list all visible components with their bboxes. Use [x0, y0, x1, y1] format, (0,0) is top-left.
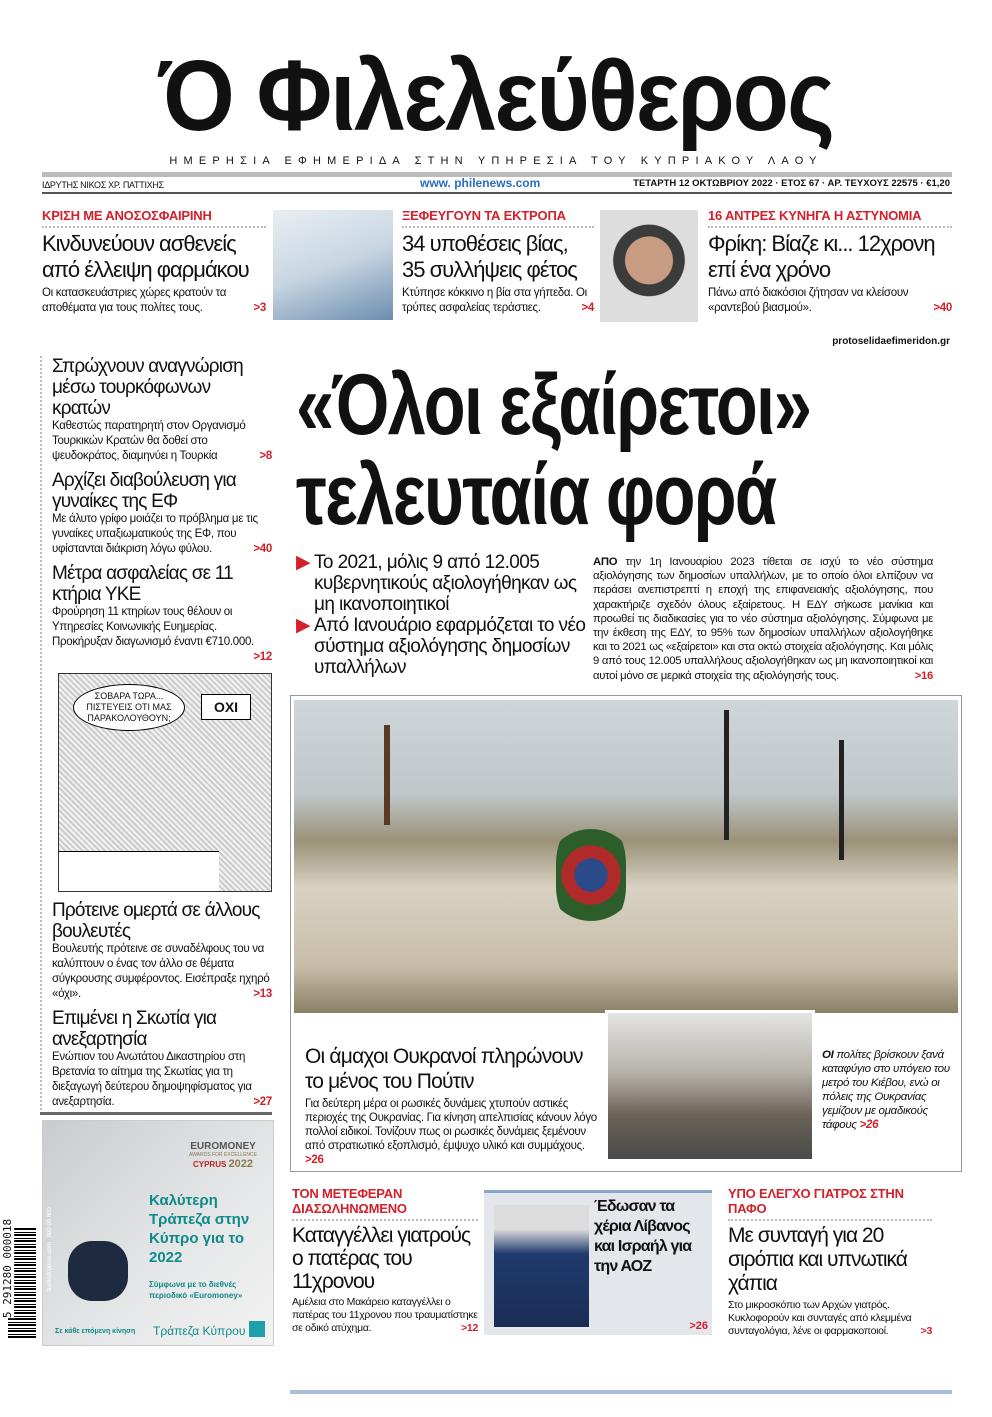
- kicker: ΥΠΟ ΕΛΕΓΧΟ ΓΙΑΤΡΟΣ ΣΤΗΝ ΠΑΦΟ: [728, 1186, 932, 1221]
- bullet: ▶ Από Ιανουάριο εφαρμόζεται το νέο σύστημα αξιολόγησης δημοσίων υπαλλήλων: [296, 615, 586, 678]
- bank-logo-icon: [249, 1321, 265, 1337]
- ad-headline: Καλύτερη Τράπεζα στην Κύπρο για το 2022: [149, 1192, 250, 1266]
- man-figure: [68, 1241, 128, 1301]
- bullet: ▶ Το 2021, μόλις 9 από 12.005 κυβερνητικούς αξιολογήθηκαν ως μη ικανοποιητικοί: [296, 552, 577, 615]
- story-text: Αμέλεια στο Μακάρειο καταγγέλλει ο πατέρας του 11χρονου που τραυματίστηκε σε οδικό ατύχημα. >12: [292, 1296, 478, 1334]
- award-badge: EUROMONEY AWARDS FOR EXCELLENCE CYPRUS 2022: [189, 1141, 257, 1170]
- speech-bubble: ΣΟΒΑΡΑ ΤΩΡΑ... ΠΙΣΤΕΥΕΙΣ ΟΤΙ ΜΑΣ ΠΑΡΑΚΟΛΟΥΘΟΥΝ;: [73, 684, 185, 731]
- photo-caption: ΟΙ πολίτες βρίσκουν ξανά καταφύγιο στο υπόγειο του μετρό του Κιέβου, ενώ οι πόλεις της Ουκρανίας γεμίζουν με ομαδικούς τάφους >26: [822, 1049, 950, 1131]
- bed: [59, 851, 219, 891]
- story-title: Μέτρα ασφαλείας σε 11 κτήρια ΥΚΕ: [52, 563, 233, 605]
- kicker: ΞΕΦΕΥΓΟΥΝ ΤΑ ΕΚΤΡΟΠΑ: [402, 208, 594, 228]
- ad-slogan: Σε κάθε επόμενη κίνηση: [55, 1328, 136, 1335]
- story-title: Επιμένει η Σκωτία για ανεξαρτησία: [52, 1008, 217, 1050]
- left-story[interactable]: [52, 900, 272, 1002]
- top-teaser[interactable]: [708, 208, 952, 316]
- bottom-story[interactable]: [728, 1186, 932, 1338]
- ukraine-story[interactable]: [305, 1044, 599, 1167]
- scientist-photo: [273, 210, 393, 320]
- story-title: Αρχίζει διαβούλευση για γυναίκες της ΕΦ: [52, 470, 236, 512]
- left-story[interactable]: [52, 1008, 272, 1110]
- graves-photo: [294, 700, 958, 1013]
- story-title: Καταγγέλλει γιατρούς ο πατέρας του 11χρονου: [292, 1224, 471, 1293]
- lead-headline-line2: τελευταία φορά: [296, 447, 776, 543]
- issue-info: ΤΕΤΑΡΤΗ 12 ΟΚΤΩΒΡΙΟΥ 2022 · ΕΤΟΣ 67 · ΑΡ. ΤΕΥΧΟΥΣ 22575 · €1,20: [633, 178, 950, 189]
- story-text: Φρούρηση 11 κτηρίων τους θέλουν οι Υπηρεσίες Κοινωνικής Ευημερίας. Προκήρυξαν διαγωνισμό έναντι €710.000. >12: [52, 606, 272, 663]
- founder: ΙΔΡΥΤΗΣ ΝΙΚΟΣ ΧΡ. ΠΑΤΤΙΧΗΣ: [42, 180, 164, 190]
- divider: [42, 192, 952, 194]
- left-story[interactable]: [52, 563, 272, 665]
- teaser-text: Πάνω από διακόσιοι ζήτησαν να κλείσουν «ραντεβού βιασμού». >40: [708, 287, 952, 314]
- story-title: Πρότεινε ομερτά σε άλλους βουλευτές: [52, 900, 260, 942]
- teaser-text: Οι κατασκευάστριες χώρες κρατούν τα αποθέματα για τους πολίτες τους. >3: [42, 287, 266, 314]
- story-title: Οι άμαχοι Ουκρανοί πληρώνουν το μένος του Πούτιν: [305, 1045, 583, 1093]
- bank-ad[interactable]: [42, 1120, 274, 1346]
- lebanon-box[interactable]: [484, 1190, 712, 1335]
- page-ref: >3: [253, 302, 266, 314]
- page-ref: >26: [689, 1320, 708, 1332]
- story-text: Ενώπιον του Ανωτάτου Δικαστηρίου στη Βρετανία το αίτημα της Σκωτίας για τη διεξαγωγή δεύτερου δημοψηφίσματος για ανεξαρτησία. >27: [52, 1051, 272, 1108]
- cartoon: [58, 673, 272, 892]
- left-story[interactable]: [52, 470, 272, 557]
- kicker: ΤΟΝ ΜΕΤΕΦΕΡΑΝ ΔΙΑΣΩΛΗΝΩΜΕΝΟ: [292, 1186, 478, 1221]
- story-title: Έδωσαν τα χέρια Λίβανος και Ισραήλ για την ΑΟΖ: [594, 1198, 692, 1275]
- masthead-title: Ό Φιλελεύθερος: [158, 40, 834, 152]
- masthead-tagline: ΗΜΕΡΗΣΙΑ ΕΦΗΜΕΡΙΔΑ ΣΤΗΝ ΥΠΗΡΕΣΙΑ ΤΟΥ ΚΥΠΡΙΑΚΟΥ ΛΑΟΥ: [169, 155, 823, 167]
- lead-body: ΑΠΟ την 1η Ιανουαρίου 2023 τίθεται σε ισχύ το νέο σύστημα αξιολόγησης των δημοσίων υπαλλήλων, με το οποίο όλοι ελπίζουν να περάσει ανεπιστρεπτί η εποχή της επιφανειακής αξιολόγησης, που χαρακτήριζε σχεδόν όλους εξαίρετους. Η ΕΔΥ σήκωσε μανίκια και προωθεί τις διαδικασίες για το νέο σύστημα αξιολόγησης. Σύμφωνα με την έκθεση της ΕΔΥ, το 95% των δημοσίων υπαλλήλων αξιολογήθηκε και το 2021 ως «εξαίρετοι» και στα οκτώ στοιχεία αξιολόγησης. Και μόλις 9 από τους 12.005 υπαλλήλους αξιολογήθηκαν ως μη ικανοποιητικοί και αυτοί μόνο σε μερικά στοιχεία της αξιολόγησής τους. >16: [593, 556, 933, 682]
- kicker: 16 ΑΝΤΡΕΣ ΚΥΝΗΓΑ Η ΑΣΤΥΝΟΜΙΑ: [708, 208, 952, 228]
- lebanon-photo: [494, 1205, 589, 1327]
- ad-subtitle: Σύμφωνα με το διεθνές περιοδικό «Euromoney»: [149, 1280, 243, 1300]
- story-text: Βουλευτής πρότεινε σε συναδέλφους του να καλύπτουν ο ένας τον άλλο σε θέματα σύγκρουσης συμφέροντος. Εισέπραξε ηχηρό «όχι». >13: [52, 943, 272, 1000]
- teaser-title: 34 υποθέσεις βίας, 35 συλλήψεις φέτος: [402, 231, 577, 282]
- top-teaser[interactable]: [402, 208, 594, 316]
- cross: [384, 725, 390, 825]
- story-title: Με συνταγή για 20 σιρόπια και υπνωτικά χάπια: [728, 1224, 907, 1295]
- watermark: protoselidaefimeridon.gr: [832, 336, 950, 347]
- bottom-story[interactable]: [292, 1186, 478, 1335]
- kicker: ΚΡΙΣΗ ΜΕ ΑΝΟΣΟΣΦΑΙΡΙΝΗ: [42, 208, 266, 228]
- top-teaser[interactable]: [42, 208, 266, 316]
- left-story[interactable]: [52, 356, 272, 464]
- bullet-arrow-icon: ▶: [296, 615, 311, 636]
- divider: [40, 1112, 272, 1115]
- suspect-photo: [600, 210, 698, 322]
- ad-side-text: bankofcyprus.com 800 00 800: [47, 1207, 53, 1291]
- story-text: Με άλυτο γρίφο μοιάζει το πρόβλημα με τις γυναίκες υπαξιωματικούς της ΕΦ, που υφίστανται διάκριση λόγω φύλου. >40: [52, 513, 272, 555]
- cross: [724, 710, 729, 840]
- lead-headline[interactable]: [296, 357, 956, 543]
- page-ref: >40: [933, 302, 952, 314]
- lead-bullets: [296, 552, 588, 678]
- teaser-title: Κινδυνεύουν ασθενείς από έλλειψη φαρμάκου: [42, 231, 249, 282]
- shout-bubble: ΟΧΙ: [201, 694, 251, 720]
- lead-headline-line1: «Όλοι εξαίρετοι»: [296, 357, 811, 453]
- teaser-text: Κτύπησε κόκκινο η βία στα γήπεδα. Οι τρύπες ασφαλείας τεράστιες. >4: [402, 287, 594, 314]
- story-text: Καθεστώς παρατηρητή στον Οργανισμό Τουρκικών Κρατών θα δοθεί στο ψευδοκράτος, διαμηνύει η Τουρκία >8: [52, 420, 272, 462]
- story-text: Για δεύτερη μέρα οι ρωσικές δυνάμεις χτυπούν αστικές περιοχές της Ουκρανίας. Για κίνηση απελπισίας κάνουν λόγο πολλοί ειδικοί. Τονίζουν πως οι ρωσικές δυνάμεις ξεμένουν από στρατιωτικό εξοπλισμό, έμψυχο υλικό και συμμάχους. >26: [305, 1098, 597, 1166]
- website-link[interactable]: www. philenews.com: [420, 176, 541, 190]
- wreath: [556, 820, 626, 930]
- divider: [290, 1390, 952, 1394]
- metro-photo: [605, 1010, 815, 1162]
- bullet-arrow-icon: ▶: [296, 552, 311, 573]
- story-title: Σπρώχνουν αναγνώριση μέσω τουρκόφωνων κρατών: [52, 356, 243, 419]
- barcode-number: 5 291280 000018: [1, 1218, 15, 1319]
- left-column: [40, 356, 272, 1110]
- ad-brand: Τράπεζα Κύπρου: [153, 1324, 246, 1338]
- story-text: Στο μικροσκόπιο των Αρχών γιατρός. Κυκλοφορούν και συνταγές από κλεμμένα συνταγολόγια, λένε οι φαρμακοποιοί. >3: [728, 1299, 932, 1337]
- cross: [839, 740, 844, 860]
- teaser-title: Φρίκη: Βίαζε κι... 12χρονη επί ένα χρόνο: [708, 231, 935, 282]
- page-ref: >4: [581, 302, 594, 314]
